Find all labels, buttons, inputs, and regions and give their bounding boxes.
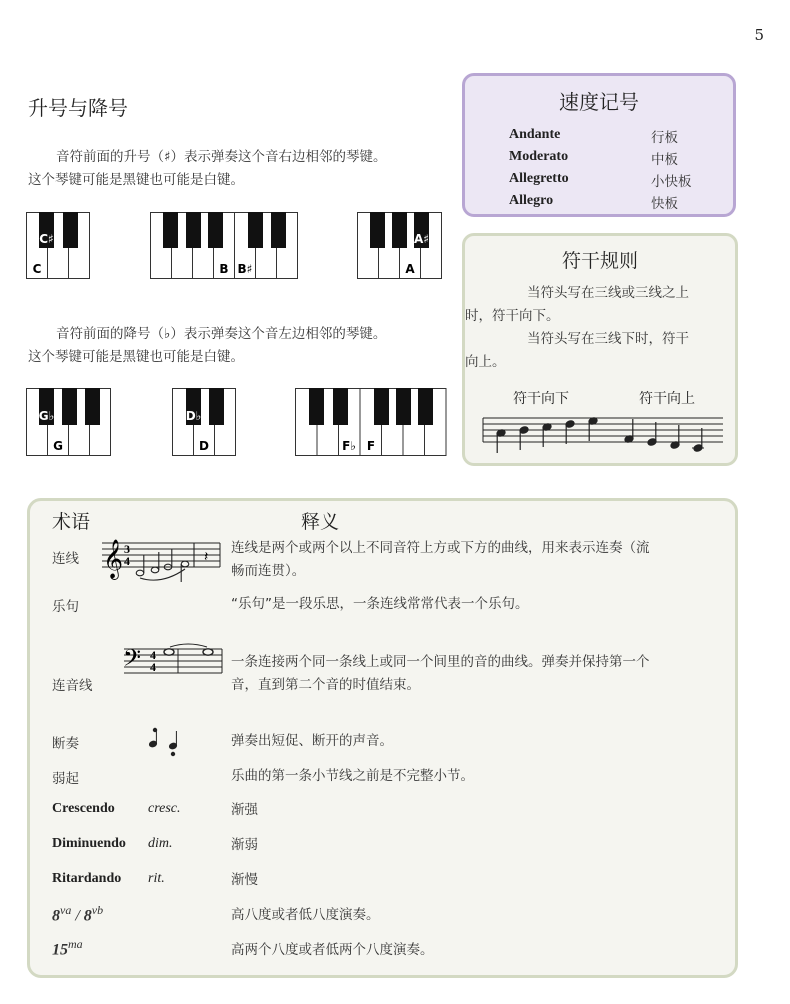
key-label-g: G: [53, 439, 63, 453]
term-two-octaves: $15^{ma}$: [52, 937, 83, 959]
tempo-row: [509, 192, 719, 212]
term-crescendo: Crescendo: [52, 801, 115, 816]
definition-tie: 一条连接两个同一条线上或同一个间里的音的曲线。弹奏并保持第一个 音，直到第二个音的时值结束。: [231, 654, 650, 693]
page-number: 5: [754, 26, 764, 44]
tempo-term: Andante: [509, 127, 561, 142]
label-stem-down: 符干向下: [513, 391, 569, 407]
abbr-crescendo: cresc.: [148, 801, 181, 816]
term-slur: 连线: [52, 551, 79, 567]
slur-time-signature-top: 3: [124, 542, 130, 556]
keyboard-c-sharp: [26, 212, 92, 280]
keyboard-d-flat: [172, 388, 240, 458]
tie-time-signature-bottom: 4: [150, 660, 156, 674]
tempo-meaning: 行板: [651, 130, 678, 146]
term-octave: $8^{va} / 8^{vb}$: [52, 903, 104, 925]
keyboard-a-sharp: [357, 212, 445, 280]
tempo-row: [509, 148, 719, 168]
term-diminuendo: Diminuendo: [52, 836, 126, 851]
key-label-b-sharp: B♯: [237, 262, 253, 276]
keyboard-g-flat: [26, 388, 116, 458]
keyboard-f-flat: [295, 388, 449, 458]
key-label-c: C: [32, 262, 42, 276]
abbr-diminuendo: dim.: [148, 836, 173, 851]
definition-upbeat: 乐曲的第一条小节线之前是不完整小节。: [231, 768, 474, 784]
term-ritardando: Ritardando: [52, 871, 122, 886]
stem-rules-box: [462, 233, 738, 466]
key-label-f: F: [366, 439, 376, 453]
term-phrase: 乐句: [52, 599, 79, 615]
flat-description: 音符前面的降号（♭）表示弹奏这个音左边相邻的琴键。 这个琴键可能是黑键也可能是白键。: [28, 326, 387, 365]
label-stem-up: 符干向上: [639, 391, 695, 407]
tempo-term: Allegretto: [509, 171, 569, 186]
tempo-title: 速度记号: [559, 90, 639, 114]
definition-octave: 高八度或者低八度演奏。: [231, 907, 380, 923]
definition-two-octaves: 高两个八度或者低两个八度演奏。: [231, 942, 434, 958]
tempo-meaning: 小快板: [651, 174, 692, 190]
term-staccato: 断奏: [52, 736, 79, 752]
key-label-b: B: [219, 262, 229, 276]
tempo-meaning: 中板: [651, 152, 678, 168]
definition-staccato: 弹奏出短促、断开的声音。: [231, 733, 393, 749]
term-tie: 连音线: [52, 678, 93, 694]
stem-direction-staff: [481, 412, 725, 460]
term-upbeat: 弱起: [52, 771, 79, 787]
key-label-f-flat: F♭: [342, 439, 356, 453]
tie-time-signature-top: 4: [150, 648, 156, 662]
key-label-d: D: [199, 439, 209, 453]
definition-slur: 连线是两个或两个以上不同音符上方或下方的曲线，用来表示连奏（流 畅而连贯）。: [231, 540, 650, 579]
tempo-markings-box: [462, 73, 736, 217]
bass-clef-icon: 𝄢: [123, 644, 142, 677]
terms-header-term: 术语: [52, 511, 91, 533]
slur-notation: [100, 537, 224, 583]
slur-time-signature-bottom: 4: [124, 554, 130, 568]
tempo-term: Moderato: [509, 149, 569, 164]
abbr-ritardando: rit.: [148, 871, 165, 886]
tempo-row: [509, 126, 719, 146]
tempo-meaning: 快板: [651, 196, 678, 212]
staccato-notation: [145, 725, 185, 757]
key-label-c-sharp: C♯: [39, 232, 54, 246]
section-title-accidentals: 升号与降号: [28, 96, 128, 120]
notes-stem-down: [496, 417, 598, 453]
terms-box: [27, 498, 738, 978]
definition-diminuendo: 渐弱: [231, 837, 258, 853]
treble-clef-icon: 𝄞: [103, 539, 124, 579]
keyboard-b-sharp: [150, 212, 302, 280]
quarter-rest-icon: 𝄽: [204, 549, 209, 565]
key-label-d-flat: D♭: [185, 409, 202, 423]
key-label-a-sharp: A♯: [413, 232, 430, 246]
key-label-a: A: [405, 262, 415, 276]
stem-rules-title: 符干规则: [561, 250, 638, 272]
tie-notation: [122, 643, 224, 679]
sharp-description: 音符前面的升号（♯）表示弹奏这个音右边相邻的琴键。 这个琴键可能是黑键也可能是白键。: [28, 149, 387, 188]
definition-crescendo: 渐强: [231, 802, 258, 818]
definition-phrase: “乐句”是一段乐思，一条连线常常代表一个乐句。: [231, 596, 529, 612]
stem-rule-up: 当符头写在三线下时，符干 向上。: [465, 331, 689, 370]
stem-rule-down: 当符头写在三线或三线之上 时，符干向下。: [465, 285, 689, 324]
key-label-g-flat: G♭: [38, 409, 55, 423]
definition-ritardando: 渐慢: [231, 872, 258, 888]
terms-header-meaning: 释义: [301, 511, 340, 533]
tempo-row: [509, 170, 719, 190]
tempo-term: Allegro: [509, 193, 554, 208]
